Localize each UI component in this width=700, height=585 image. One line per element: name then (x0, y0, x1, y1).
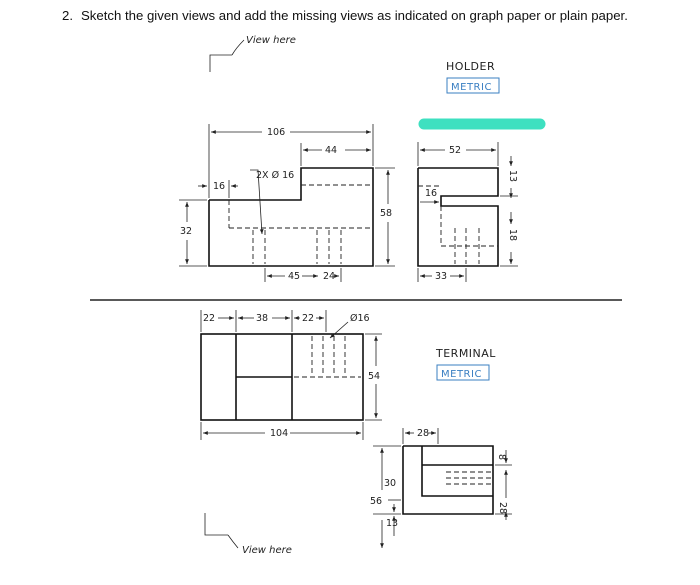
holder-view-here-label: View here (246, 35, 296, 46)
svg-text:104: 104 (270, 428, 289, 439)
terminal-dim-28-top (403, 428, 438, 444)
terminal-dim-28-side (495, 470, 512, 520)
svg-text:Ø16: Ø16 (350, 313, 370, 324)
terminal-metric-label: METRIC (441, 369, 482, 380)
svg-text:44: 44 (325, 145, 338, 156)
svg-text:22: 22 (203, 313, 216, 324)
question-number: 2. (62, 8, 73, 23)
holder-dim-33 (418, 268, 466, 282)
question-text: Sketch the given views and add the missing views as indicated on graph paper or plain paper. (81, 8, 628, 23)
svg-text:13: 13 (507, 170, 518, 183)
svg-text:58: 58 (380, 208, 393, 219)
holder-title: HOLDER (446, 60, 496, 73)
holder-dim-106 (209, 124, 373, 198)
svg-text:32: 32 (180, 226, 193, 237)
terminal-dim-30-56-13 (370, 446, 401, 548)
holder-metric-label: METRIC (451, 82, 492, 93)
svg-text:2X Ø 16: 2X Ø 16 (256, 170, 295, 181)
terminal-view-here-label: View here (242, 545, 292, 556)
svg-text:52: 52 (449, 145, 462, 156)
holder-dim-44 (301, 143, 371, 166)
holder-front-view (209, 168, 373, 266)
svg-text:28: 28 (417, 428, 430, 439)
svg-text:16: 16 (213, 181, 226, 192)
holder-dim-16-side (420, 188, 439, 202)
holder-dim-16-front (198, 180, 238, 198)
terminal-top-view (201, 334, 363, 420)
svg-text:45: 45 (288, 271, 301, 282)
holder-dim-58 (375, 168, 395, 266)
terminal-view-here-marker (205, 513, 292, 556)
holder-dim-hole (250, 170, 294, 234)
holder-dim-13 (500, 156, 518, 198)
terminal-dim-54 (365, 334, 382, 420)
svg-text:8: 8 (496, 454, 507, 461)
svg-text:22: 22 (302, 313, 315, 324)
svg-text:54: 54 (368, 371, 381, 382)
svg-text:28: 28 (497, 502, 508, 515)
svg-text:13: 13 (386, 518, 399, 529)
svg-text:106: 106 (267, 127, 286, 138)
holder-dim-45-24 (265, 268, 341, 282)
svg-text:56: 56 (370, 496, 383, 507)
holder-dim-52 (418, 142, 498, 166)
svg-text:33: 33 (435, 271, 448, 282)
svg-text:18: 18 (507, 229, 518, 242)
svg-text:30: 30 (384, 478, 397, 489)
svg-text:24: 24 (323, 271, 336, 282)
terminal-dim-22-38-22 (201, 310, 326, 332)
holder-dim-18 (500, 212, 518, 266)
holder-view-here-marker (210, 35, 296, 72)
svg-text:16: 16 (425, 188, 438, 199)
svg-text:38: 38 (256, 313, 269, 324)
terminal-dim-104 (201, 422, 363, 440)
holder-side-view (418, 168, 498, 266)
terminal-side-view (403, 446, 493, 514)
holder-dim-32 (179, 200, 207, 266)
terminal-dim-8 (495, 450, 512, 465)
terminal-title: TERMINAL (436, 347, 496, 360)
